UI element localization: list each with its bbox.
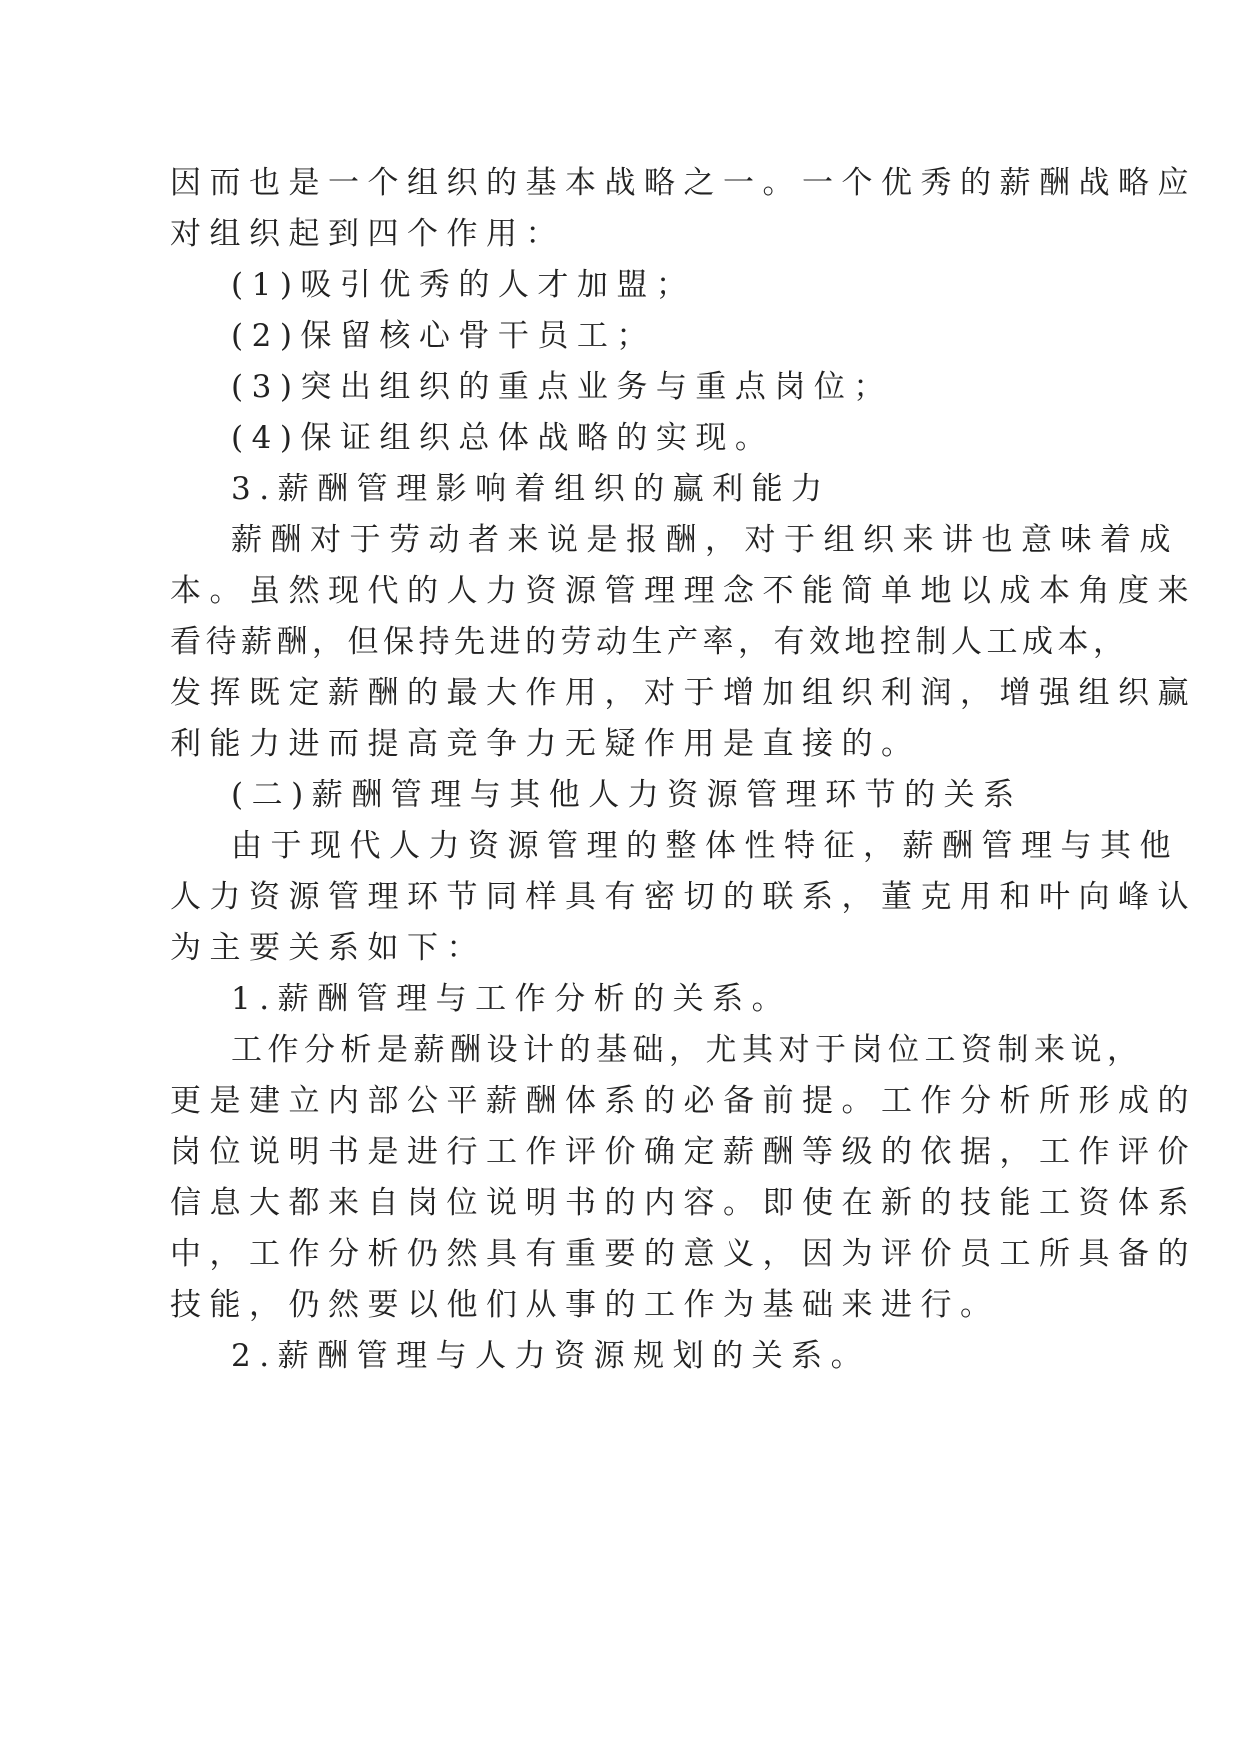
list-item: (1)吸引优秀的人才加盟； (231, 267, 696, 303)
section-heading: 2.薪酬管理与人力资源规划的关系。 (231, 1338, 871, 1374)
paragraph-line: 利能力进而提高竞争力无疑作用是直接的。 (170, 726, 921, 762)
list-item: (2)保留核心骨干员工； (231, 318, 656, 354)
section-heading: 3.薪酬管理影响着组织的赢利能力 (231, 471, 831, 507)
paragraph-line: 看待薪酬，但保持先进的劳动生产率，有效地控制人工成本， (170, 624, 1129, 660)
paragraph-line: 工作分析是薪酬设计的基础，尤其对于岗位工资制来说， (231, 1032, 1144, 1068)
paragraph-line: 信息大都来自岗位说明书的内容。即使在新的技能工资体系 (170, 1185, 1197, 1221)
paragraph-line: 技能，仍然要以他们从事的工作为基础来进行。 (170, 1287, 1000, 1323)
paragraph-line: 薪酬对于劳动者来说是报酬，对于组织来讲也意味着成 (231, 522, 1179, 558)
section-heading: 1.薪酬管理与工作分析的关系。 (231, 981, 792, 1017)
paragraph-line: 中，工作分析仍然具有重要的意义，因为评价员工所具备的 (170, 1236, 1197, 1272)
paragraph-line: 由于现代人力资源管理的整体性特征，薪酬管理与其他 (231, 828, 1179, 864)
paragraph-line: 更是建立内部公平薪酬体系的必备前提。工作分析所形成的 (170, 1083, 1197, 1119)
paragraph-line: 因而也是一个组织的基本战略之一。一个优秀的薪酬战略应 (170, 165, 1197, 201)
list-item: (4)保证组织总体战略的实现。 (231, 420, 775, 456)
paragraph-line: 人力资源管理环节同样具有密切的联系，董克用和叶向峰认 (170, 879, 1197, 915)
paragraph-line: 发挥既定薪酬的最大作用，对于增加组织利润，增强组织赢 (170, 675, 1197, 711)
paragraph-line: 本。虽然现代的人力资源管理理念不能简单地以成本角度来 (170, 573, 1197, 609)
section-heading: (二)薪酬管理与其他人力资源管理环节的关系 (231, 777, 1023, 813)
paragraph-line: 为主要关系如下： (170, 930, 486, 966)
paragraph-line: 对组织起到四个作用： (170, 216, 565, 252)
paragraph-line: 岗位说明书是进行工作评价确定薪酬等级的依据，工作评价 (170, 1134, 1197, 1170)
list-item: (3)突出组织的重点业务与重点岗位； (231, 369, 893, 405)
